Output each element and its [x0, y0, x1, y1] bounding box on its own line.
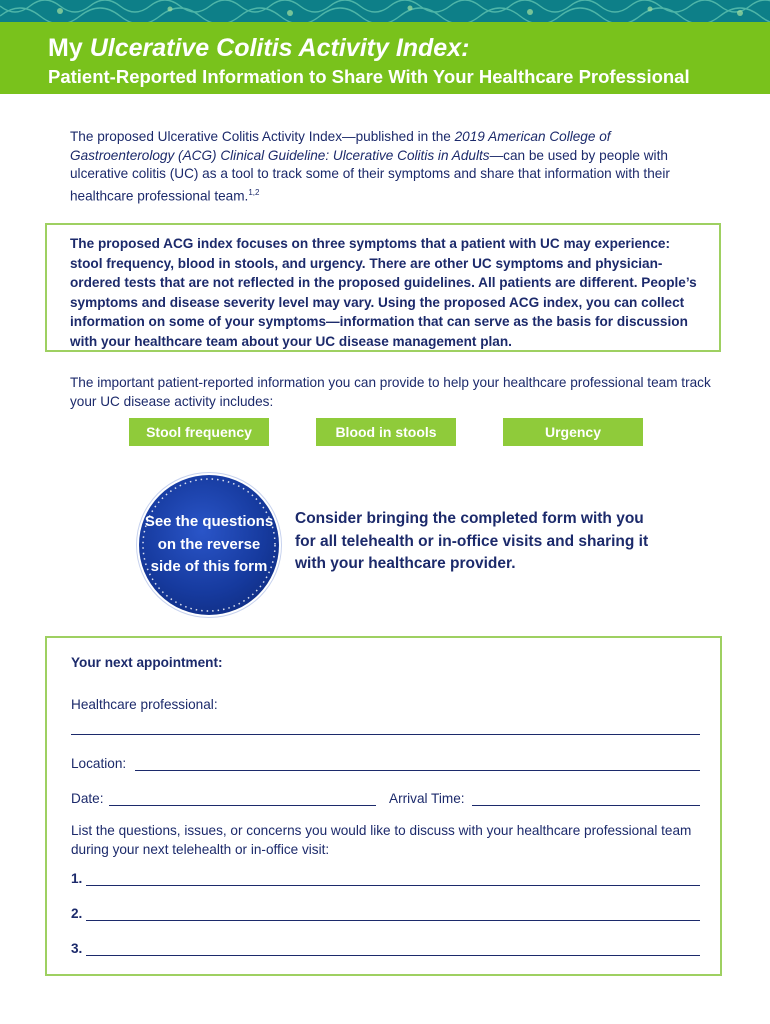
question-number-1: 1. — [71, 871, 83, 886]
callout-text: The proposed ACG index focuses on three symptoms that a patient with UC may experience: stool frequency, blood in stools, and urgency. There are other UC symptoms and physician-ordered tests that are not reflected in the proposed guidelines. All patients are different. People’s symptoms and disease severity level may vary. Using the proposed ACG index, you can collect information on some of your symptoms—information that can serve as the basis for discussion with your healthcare team about your UC disease management plan. — [70, 236, 697, 349]
date-field[interactable] — [109, 805, 376, 806]
consider-text: Consider bringing the completed form with you for all telehealth or in-office visits and sharing it with your healthcare provider. — [295, 510, 649, 572]
page-subtitle: Patient-Reported Information to Share With Your Healthcare Professional — [48, 66, 690, 87]
symptom-pill-urgency: Urgency — [503, 418, 643, 446]
location-field[interactable] — [135, 770, 700, 771]
reference-superscript: 1,2 — [248, 187, 260, 197]
page-title: My Ulcerative Colitis Activity Index: — [48, 34, 470, 62]
date-label: Date: — [71, 791, 104, 806]
question-field-3[interactable] — [86, 955, 700, 956]
location-label: Location: — [71, 756, 127, 771]
question-number-2: 2. — [71, 906, 83, 921]
reverse-side-badge — [139, 475, 279, 615]
question-number-3: 3. — [71, 941, 83, 956]
hcp-field[interactable] — [71, 734, 700, 735]
appointment-heading: Your next appointment: — [71, 655, 223, 670]
callout-box — [45, 223, 721, 352]
question-field-1[interactable] — [86, 885, 700, 886]
arrival-time-field[interactable] — [472, 805, 700, 806]
symptom-pill-blood-in-stools: Blood in stools — [316, 418, 456, 446]
appointment-form-box — [45, 636, 722, 976]
header-banner — [0, 22, 770, 94]
track-paragraph: The important patient-reported information you can provide to help your healthcare professional team track your UC disease activity includes: — [70, 375, 711, 409]
questions-prompt: List the questions, issues, or concerns you would like to discuss with your healthcare professional team during your next telehealth or in-office visit: — [71, 823, 692, 857]
hcp-label: Healthcare professional: — [71, 697, 218, 712]
symptom-pill-stool-frequency: Stool frequency — [129, 418, 269, 446]
intro-paragraph: The proposed Ulcerative Colitis Activity Index—published in the 2019 American College of Gastroenterology (ACG) Clinical Guideline: Ulcerative Colitis in Adults—can be used by people with ulcerative colitis (UC) as a tool to track some of their symptoms and share that information with their healthcare professional team.$^{1,2}$ — [70, 129, 670, 204]
arrival-time-label: Arrival Time: — [389, 791, 465, 806]
decorative-pattern-banner — [0, 0, 770, 22]
question-field-2[interactable] — [86, 920, 700, 921]
badge-text: See the questions on the reverse side of this form — [144, 513, 274, 576]
